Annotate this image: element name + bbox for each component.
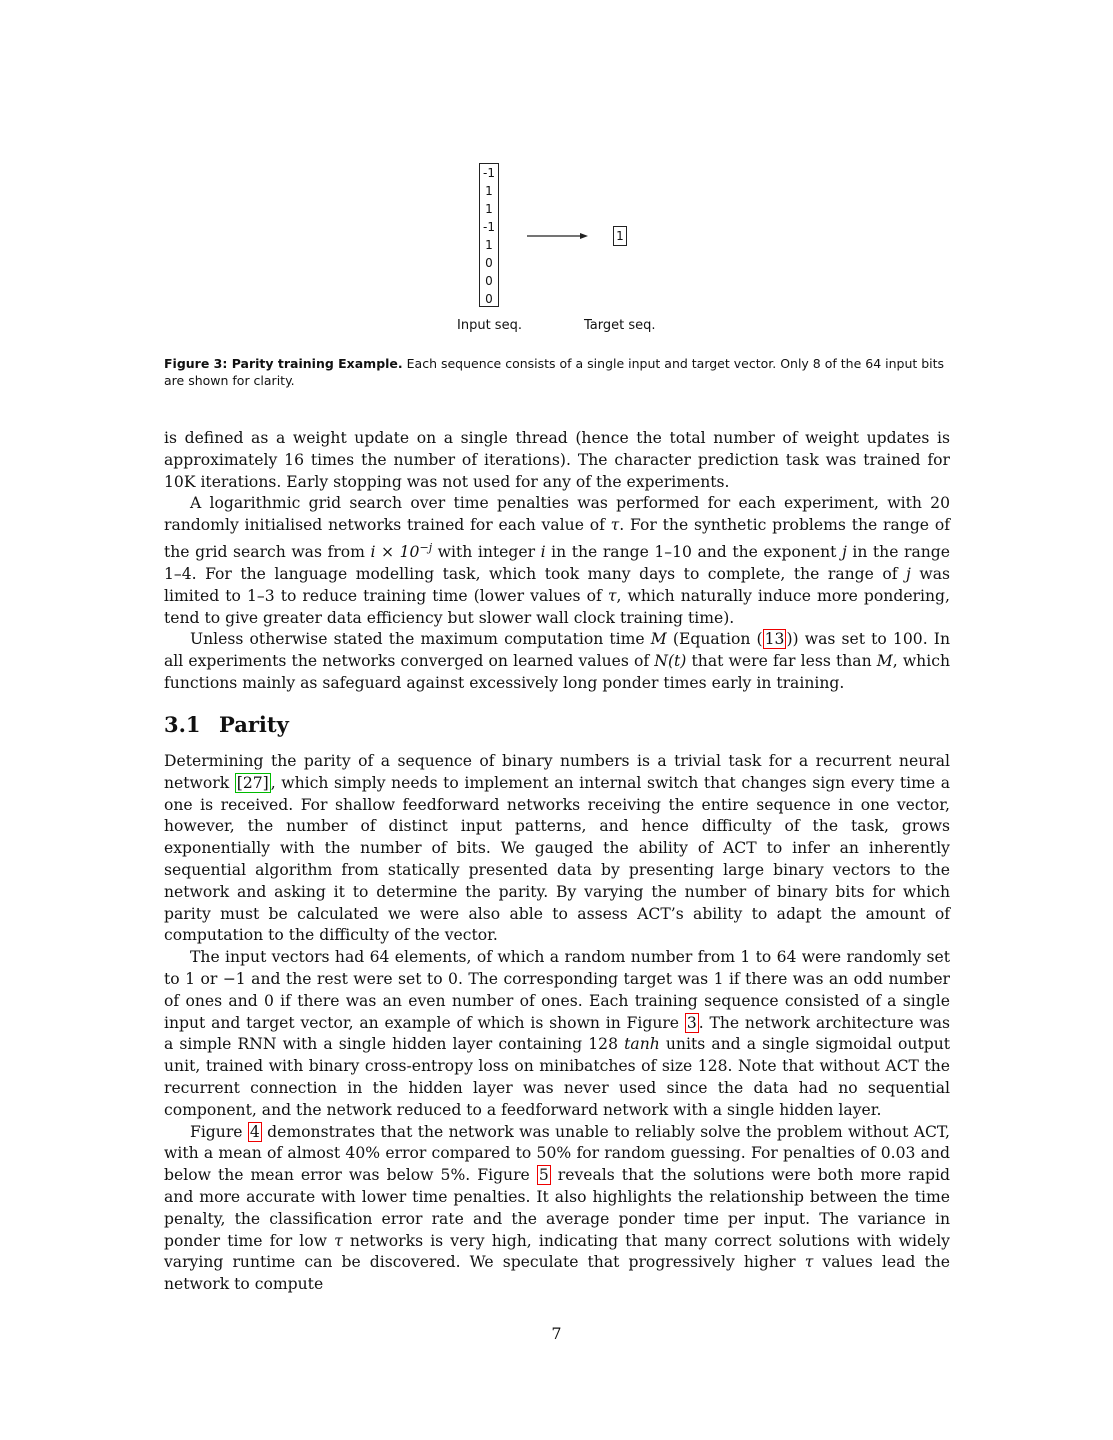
paragraph: Figure 4 demonstrates that the network was unable to reliably solve the problem without ACT, with a mean of almost 40% error compared to 50% for random guessing. For penalties of 0.03 and below the mean error was below 5%. Figure 5 reveals that the solutions were both more rapid and more accurate with lower time penalties. It also highlights the relationship between the time penalty, the classification error rate and the average ponder time per input. The variance in ponder time for low τ networks is very high, indicating that many correct solutions with widely varying runtime can be discovered. We speculate that progressively higher τ values lead the network to compute: [164, 1122, 950, 1294]
figure-caption: [164, 355, 950, 389]
figure-3: [0, 0, 1113, 400]
target-seq-label: Target seq.: [584, 318, 656, 333]
input-bit: 1: [485, 202, 493, 216]
input-bit: 1: [485, 184, 493, 198]
paragraph: is defined as a weight update on a single thread (hence the total number of weight updates is approximately 16 times the number of iterations). The character prediction task was trained for 10K iterations. Early stopping was not used for any of the experiments.: [164, 429, 950, 491]
input-bit: -1: [483, 166, 495, 180]
caption-title: Figure 3: Parity training Example.: [164, 356, 403, 371]
page-number: 7: [551, 1324, 562, 1343]
input-bit: 0: [485, 256, 493, 270]
section-title: Parity: [219, 712, 289, 737]
input-vector-box: [479, 163, 499, 307]
target-vector-box: 1: [613, 226, 627, 246]
caption-text: Each sequence consists of a single input and target vector. Only 8 of the 64 input bits are shown for clarity.: [164, 356, 945, 388]
arrow-icon: [520, 226, 592, 246]
paragraph: Unless otherwise stated the maximum computation time M (Equation ( 13 )) was set to 100. In all experiments the networks converged on learned values of N(t) that were far less than M, which functions mainly as safeguard against excessively long ponder times early in training.: [164, 630, 950, 692]
paragraph: A logarithmic grid search over time penalties was performed for each experiment, with 20 randomly initialised networks trained for each value of τ. For the synthetic problems the range of the grid search was from $i \times 10^{-j}$ with integer i in the range 1–10 and the exponent j in the range 1–4. For the language modelling task, which took many days to complete, the range of j was limited to 1–3 to reduce training time (lower values of τ, which naturally induce more pondering, tend to give greater data efficiency but slower wall clock training time).: [164, 494, 951, 627]
figure-ref-link[interactable]: 4: [249, 1122, 260, 1141]
figure-ref-link[interactable]: 5: [538, 1166, 549, 1185]
input-bit: 0: [485, 274, 493, 288]
body-text-section: [164, 751, 950, 1296]
body-text-top: [164, 428, 950, 695]
input-bit: -1: [483, 220, 495, 234]
input-bit: 0: [485, 292, 493, 306]
section-number: 3.1: [164, 712, 201, 737]
section-heading: [164, 712, 289, 737]
paragraph: Determining the parity of a sequence of binary numbers is a trivial task for a recurrent neural network [27] , which simply needs to implement an internal switch that changes sign every time a one is received. For shallow feedforward networks receiving the entire sequence in one vector, however, the number of distinct input patterns, and hence difficulty of the task, grows exponentially with the number of bits. We gauged the ability of ACT to infer an inherently sequential algorithm from statically presented data by presenting large binary vectors to the network and asking it to determine the parity. By varying the number of binary bits for which parity must be calculated we were also able to assess ACT’s ability to adapt the amount of computation to the difficulty of the vector.: [164, 752, 950, 945]
input-seq-label: Input seq.: [457, 318, 522, 333]
paragraph: The input vectors had 64 elements, of which a random number from 1 to 64 were randomly set to 1 or −1 and the rest were set to 0. The corresponding target was 1 if there was an odd number of ones and 0 if there was an even number of ones. Each training sequence consisted of a single input and target vector, an example of which is shown in Figure 3 . The network architecture was a simple RNN with a single hidden layer containing 128 tanh units and a single sigmoidal output unit, trained with binary cross-entropy loss on minibatches of size 128. Note that without ACT the recurrent connection in the hidden layer was never used since the data had no sequential component, and the network reduced to a feedforward network with a single hidden layer.: [164, 948, 950, 1119]
equation-ref-link[interactable]: 13: [764, 630, 785, 649]
citation-link[interactable]: [27]: [236, 773, 269, 792]
figure-ref-link[interactable]: 3: [686, 1013, 697, 1032]
input-bit: 1: [485, 238, 493, 252]
